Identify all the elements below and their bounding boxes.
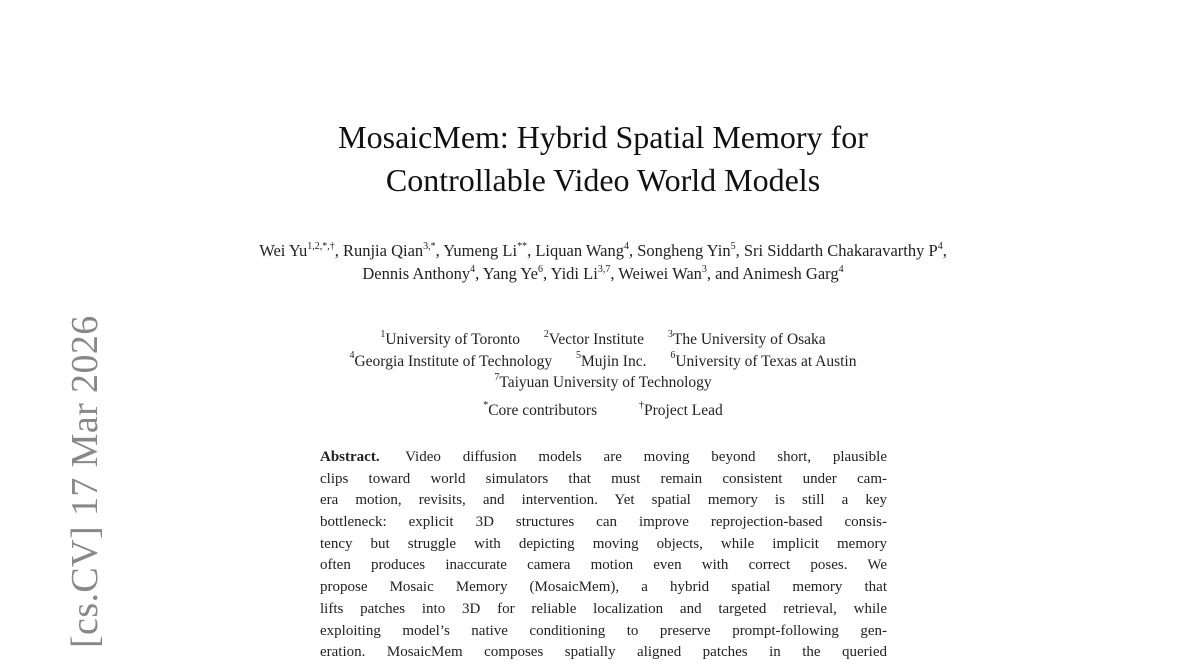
contribution-notes	[300, 400, 906, 421]
abstract-line: propose Mosaic Memory (MosaicMem), a hybrid spatial memory that	[320, 579, 887, 596]
abstract-line: eration. MosaicMem composes spatially aligned patches in the queried	[320, 644, 887, 661]
abstract-line: lifts patches into 3D for reliable localization and targeted retrieval, while	[320, 600, 887, 617]
affiliation: $^7$Taiyuan University of Technology	[494, 371, 712, 391]
project-lead-note: †Project Lead	[639, 399, 723, 419]
author: Dennis Anthony$^4$,	[362, 263, 483, 283]
author: Runjia Qian$^{3,*}$,	[342, 240, 444, 260]
affiliation-row-1	[220, 329, 986, 351]
author-list: Wei $Yu^{1,2,*,\dagger}$, Runjia Qian$^{3,*}$, Yumeng Li**, Liquan Wang$^4$, Songheng Yin$^5$, Sri Siddarth Chakaravarthy $P^4$, Dennis Anthony$^4$, Yang Ye$^6$, Yidi Li$^{3,7}$, Weiwei Wan$^3$, and Animesh Garg$^4$	[259, 240, 947, 283]
abstract-line: bottleneck: explicit 3D structures can improve reprojection-based consis-	[320, 514, 887, 531]
affiliation-list	[220, 329, 986, 394]
author: Animesh Garg$^4$	[742, 263, 844, 283]
affiliation: $^4$Georgia Institute of Technology	[349, 350, 553, 370]
paper-title	[150, 116, 1056, 202]
affiliation: $^1$University of Toronto	[380, 328, 520, 348]
abstract-line: Abstract. Video diffusion models are moving beyond short, plausible	[320, 449, 887, 465]
abstract-line: exploiting model’s native conditioning to preserve prompt-following gen-	[320, 622, 887, 639]
abstract-line: often produces inaccurate camera motion even with correct poses. We	[320, 557, 887, 574]
author: Yidi Li$^{3,7}$,	[550, 263, 619, 283]
affiliation: $^5$Mujin Inc.	[576, 350, 647, 370]
title-line-1: MosaicMem: Hybrid Spatial Memory for	[338, 119, 868, 155]
abstract-heading: Abstract.	[320, 449, 380, 465]
author: Songheng Yin$^5$,	[637, 240, 744, 260]
author: Yang Ye$^6$,	[482, 263, 551, 283]
abstract-line: tency but struggle with depicting moving objects, while implicit memory	[320, 535, 887, 552]
author: Weiwei Wan$^3$, and	[618, 263, 743, 283]
title-line-2: Controllable Video World Models	[385, 162, 821, 198]
author: Yumeng Li**,	[443, 240, 536, 260]
author: Liquan Wang$^4$,	[535, 240, 638, 260]
affiliation: $^2$Vector Institute	[543, 328, 644, 348]
abstract	[320, 447, 887, 664]
core-contributors-note: *Core contributors	[483, 399, 598, 419]
affiliation-row-2	[220, 351, 986, 373]
affiliation: $^3$The University of Osaka	[667, 328, 826, 348]
affiliation: $^6$University of Texas at Austin	[670, 350, 857, 370]
abstract-line: clips toward world simulators that must remain consistent under cam-	[320, 470, 887, 487]
author: Sri Siddarth Chakaravarthy $P^4$,	[743, 240, 947, 260]
affiliation-row-3	[220, 372, 986, 394]
author: Wei $Yu^{1,2,*,\dagger}$	[259, 240, 335, 260]
abstract-line: era motion, revisits, and intervention. Yet spatial memory is still a key	[320, 492, 887, 509]
arxiv-stamp: [cs.CV] 17 Mar 2026	[64, 315, 106, 648]
